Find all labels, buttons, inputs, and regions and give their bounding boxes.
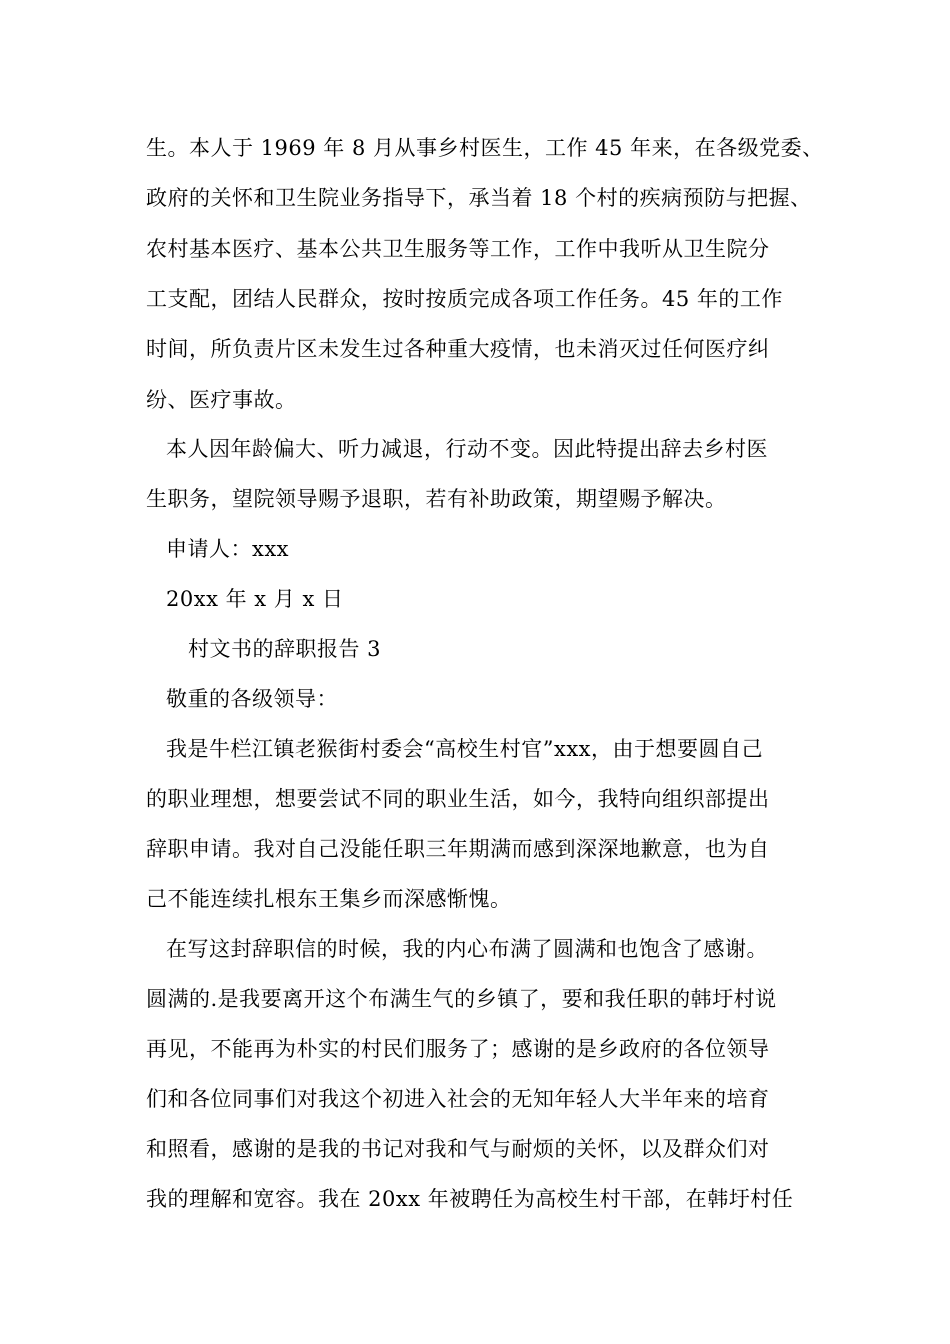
paragraph-line: 在写这封辞职信的时候，我的内心布满了圆满和也饱含了感谢。	[166, 937, 768, 961]
paragraph-line: 农村基本医疗、基本公共卫生服务等工作，工作中我听从卫生院分	[146, 237, 770, 261]
paragraph-line: 圆满的.是我要离开这个布满生气的乡镇了，要和我任职的韩圩村说	[146, 987, 777, 1011]
salutation: 敬重的各级领导：	[166, 687, 338, 711]
paragraph-line: 和照看，感谢的是我的书记对我和气与耐烦的关怀，以及群众们对	[146, 1137, 770, 1161]
paragraph-line: 辞职申请。我对自己没能任职三年期满而感到深深地歉意，也为自	[146, 837, 770, 861]
paragraph-line: 纷、医疗事故。	[146, 388, 297, 412]
paragraph-line: 们和各位同事们对我这个初进入社会的无知年轻人大半年来的培育	[146, 1087, 770, 1111]
paragraph-line: 再见，不能再为朴实的村民们服务了；感谢的是乡政府的各位领导	[146, 1037, 770, 1061]
paragraph-line: 己不能连续扎根东王集乡而深感惭愧。	[146, 887, 512, 911]
paragraph-line: 时间，所负责片区未发生过各种重大疫情，也未消灭过任何医疗纠	[146, 337, 770, 361]
paragraph-line: 本人因年龄偏大、听力减退，行动不变。因此特提出辞去乡村医	[166, 437, 768, 461]
paragraph-line: 生职务，望院领导赐予退职，若有补助政策，期望赐予解决。	[146, 487, 727, 511]
applicant-line: 申请人：xxx	[166, 537, 290, 561]
paragraph-line: 工支配，团结人民群众，按时按质完成各项工作任务。45 年的工作	[146, 287, 783, 311]
paragraph-line: 的职业理想，想要尝试不同的职业生活，如今，我特向组织部提出	[146, 787, 770, 811]
paragraph-line: 我是牛栏江镇老猴街村委会“高校生村官”xxx，由于想要圆自己	[166, 737, 763, 761]
section-title: 村文书的辞职报告 3	[188, 637, 382, 661]
paragraph-line: 我的理解和宽容。我在 20xx 年被聘任为高校生村干部，在韩圩村任	[146, 1187, 794, 1211]
paragraph-line: 政府的关怀和卫生院业务指导下，承当着 18 个村的疾病预防与把握、	[146, 186, 812, 210]
paragraph-line: 生。本人于 1969 年 8 月从事乡村医生，工作 45 年来，在各级党委、	[146, 136, 824, 160]
date-line: 20xx 年 x 月 x 日	[166, 587, 344, 611]
